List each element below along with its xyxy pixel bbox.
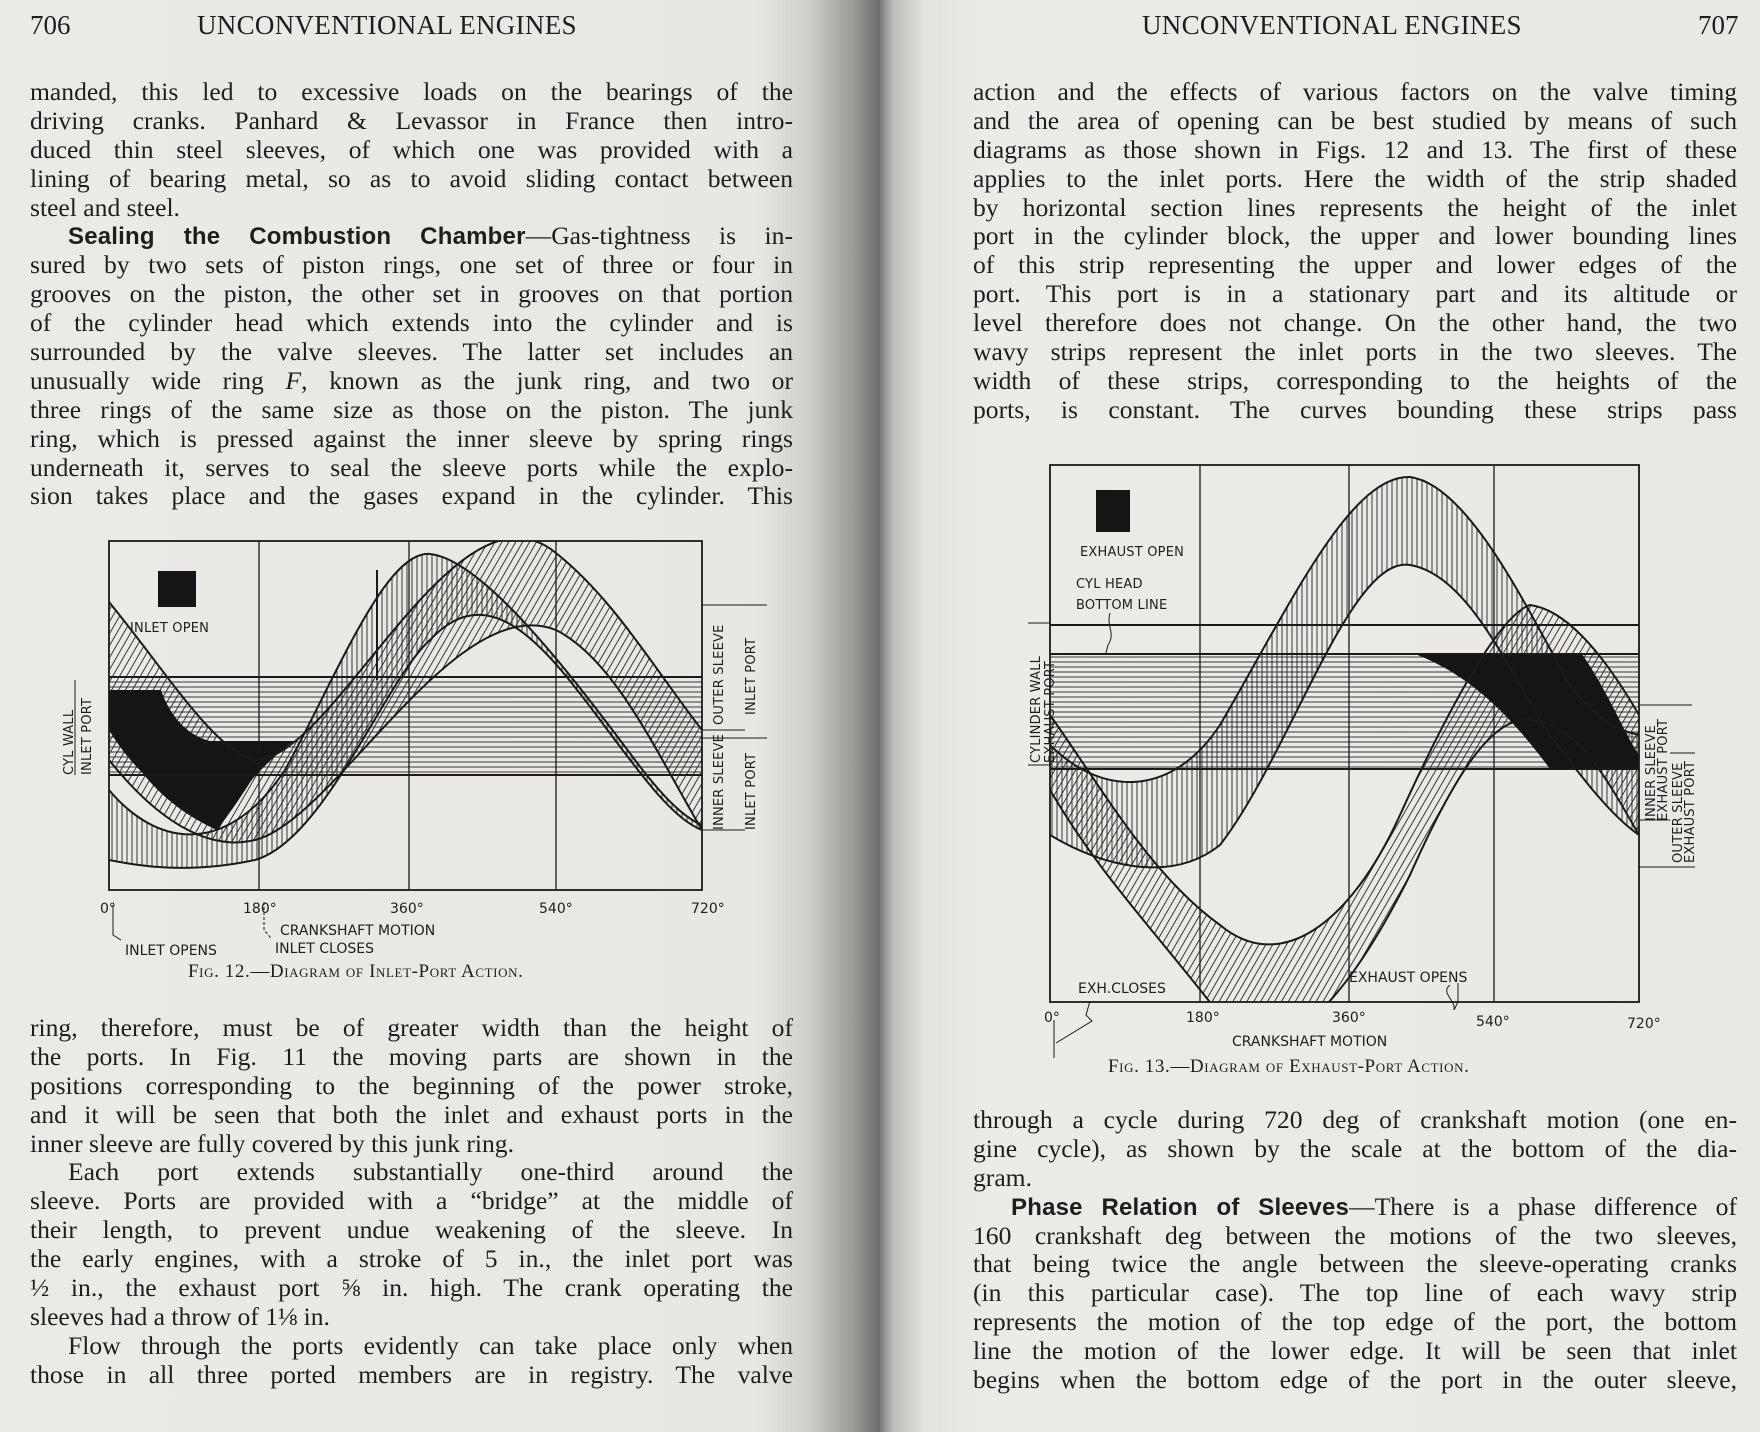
head-label-line2: BOTTOM LINE (1076, 598, 1168, 613)
text-line: sured by two sets of piston rings, one set of three or four in (30, 250, 793, 280)
figure-12-inlet-port-diagram (55, 530, 775, 960)
text-line: lining of bearing metal, so as to avoid sliding contact between (30, 163, 793, 193)
page-number: 707 (1698, 10, 1739, 40)
text-line: underneath it, serves to seal the sleeve ports while the explo- (30, 452, 793, 482)
text-line: represents the motion of the top edge of the port, the bottom (973, 1307, 1737, 1337)
text-line: 160 crankshaft deg between the motions of the two sleeves, (973, 1220, 1737, 1250)
body-text-top (973, 78, 1737, 425)
left-axis-label-line2: EXHAUST PORT (1043, 660, 1058, 763)
running-head: UNCONVENTIONAL ENGINES (197, 10, 577, 40)
left-axis-label-line1: CYL WALL (62, 709, 77, 775)
text-line: steel and steel. (30, 192, 180, 222)
legend-swatch-inlet-open (158, 571, 196, 607)
right-label-outer-line2: INLET PORT (744, 637, 759, 715)
body-text-bottom (30, 1014, 793, 1390)
text-line: and the area of opening can be best studied by means of such (973, 105, 1737, 135)
text-line: those in all three ported members are in registry. The valve (30, 1359, 793, 1389)
text-line: ½ in., the exhaust port ⅝ in. high. The crank operating the (30, 1273, 793, 1303)
text-line: Each port extends substantially one-third around the (68, 1157, 793, 1187)
text-line: level therefore does not change. On the other hand, the two (973, 308, 1737, 338)
text-line: port. This port is in a stationary part and its altitude or (973, 279, 1737, 309)
text-line: diagrams as those shown in Figs. 12 and 13. The first of these (973, 134, 1737, 164)
figure-13-caption: Fig. 13.—Diagram of Exhaust-Port Action. (1108, 1056, 1470, 1077)
italic-ring-label: F (285, 365, 302, 395)
legend-label: INLET OPEN (130, 621, 210, 636)
text-line: three rings of the same size as those on the piston. The junk (30, 394, 793, 424)
tick-720: 720° (1627, 1016, 1661, 1032)
text-fragment: , known as the junk ring, and two or (301, 365, 793, 395)
tick-360: 360° (1332, 1010, 1366, 1026)
section-heading-line (973, 1193, 1737, 1222)
right-label-outer-line1: OUTER SLEEVE (1671, 762, 1686, 863)
text-line: of the cylinder head which extends into the cylinder and is (30, 308, 793, 338)
text-line: of this strip representing the upper and lower edges of the (973, 250, 1737, 280)
section-heading: Phase Relation of Sleeves (1011, 1193, 1350, 1221)
text-line: (in this particular case). The top line of each wavy strip (973, 1278, 1737, 1308)
text-fragment: —Gas-tightness is in- (525, 221, 793, 251)
x-axis-label: CRANKSHAFT MOTION (280, 923, 436, 939)
section-heading: Sealing the Combustion Chamber (68, 223, 526, 251)
tick-0: 0° (1044, 1010, 1060, 1026)
text-line: grooves on the piston, the other set in grooves on that portion (30, 279, 793, 309)
figure-12-caption: Fig. 12.—Diagram of Inlet-Port Action. (188, 961, 524, 982)
legend-label: EXHAUST OPEN (1080, 545, 1185, 560)
figure-13-exhaust-port-diagram (970, 455, 1750, 1065)
text-line: sleeve. Ports are provided with a “bridge” at the middle of (30, 1186, 793, 1216)
text-line: ring, therefore, must be of greater width than the height of (30, 1013, 793, 1042)
text-line: driving cranks. Panhard & Levassor in France then intro- (30, 105, 793, 135)
head-label-line1: CYL HEAD (1076, 577, 1143, 592)
text-line: line the motion of the lower edge. It will be seen that inlet (973, 1336, 1737, 1366)
annotation-exhaust-opens: EXHAUST OPENS (1349, 970, 1468, 986)
body-text-bottom (973, 1106, 1737, 1395)
annotation-inlet-opens: INLET OPENS (125, 943, 217, 959)
text-line: wavy strips represent the inlet ports in the two sleeves. The (973, 337, 1737, 367)
right-page (880, 0, 1760, 1432)
text-line: Flow through the ports evidently can take place only when (68, 1330, 793, 1360)
tick-180: 180° (1186, 1010, 1220, 1026)
tick-540: 540° (539, 901, 573, 917)
right-label-outer-line1: OUTER SLEEVE (712, 624, 727, 725)
tick-360: 360° (390, 901, 424, 917)
text-line: width of these strips, corresponding to the heights of the (973, 365, 1737, 395)
text-fragment: unusually wide ring (30, 365, 286, 395)
text-line: inner sleeve are fully covered by this junk ring. (30, 1128, 514, 1158)
text-line: through a cycle during 720 deg of crankshaft motion (one en- (973, 1105, 1737, 1134)
tick-720: 720° (691, 901, 725, 917)
text-line: gram. (973, 1162, 1032, 1192)
text-line: duced thin steel sleeves, of which one was provided with a (30, 134, 793, 164)
text-line: begins when the bottom edge of the port in the outer sleeve, (973, 1365, 1737, 1395)
text-line: port in the cylinder block, the upper and lower bounding lines (973, 221, 1737, 251)
legend-swatch-exhaust-open (1096, 490, 1130, 532)
right-label-inner-line1: INNER SLEEVE (712, 733, 727, 830)
right-label-inner-line2: EXHAUST PORT (1656, 718, 1671, 821)
text-line: the early engines, with a stroke of 5 in., the inlet port was (30, 1244, 793, 1274)
running-head: UNCONVENTIONAL ENGINES (1142, 10, 1522, 40)
text-line: and it will be seen that both the inlet and exhaust ports in the (30, 1099, 793, 1129)
right-label-inner-line1: INNER SLEEVE (1644, 724, 1659, 821)
text-fragment: —There is a phase difference of (1349, 1191, 1737, 1221)
text-line: that being twice the angle between the sleeve-operating cranks (973, 1249, 1737, 1279)
tick-180: 180° (243, 901, 277, 917)
text-line: their length, to prevent undue weakening of the sleeve. In (30, 1215, 793, 1245)
text-line: sion takes place and the gases expand in the cylinder. This (30, 481, 793, 511)
body-text-top (30, 78, 793, 511)
annotation-inlet-closes: INLET CLOSES (275, 941, 374, 957)
tick-540: 540° (1476, 1014, 1510, 1030)
tick-0: 0° (100, 901, 116, 917)
annotation-exh-closes: EXH.CLOSES (1078, 981, 1166, 997)
page-number: 706 (30, 10, 71, 40)
left-axis-label-line2: INLET PORT (80, 697, 95, 775)
text-line: ports, is constant. The curves bounding these strips pass (973, 394, 1737, 424)
right-label-outer-line2: EXHAUST PORT (1683, 760, 1698, 863)
left-axis-label-line1: CYLINDER WALL (1029, 655, 1044, 763)
text-line: applies to the inlet ports. Here the width of the strip shaded (973, 163, 1737, 193)
x-axis-label: CRANKSHAFT MOTION (1232, 1034, 1388, 1050)
text-line: the ports. In Fig. 11 the moving parts are shown in the (30, 1041, 793, 1071)
text-line: action and the effects of various factors on the valve timing (973, 77, 1737, 106)
right-label-inner-line2: INLET PORT (744, 752, 759, 830)
section-heading-line (30, 222, 793, 251)
text-line (30, 367, 793, 396)
text-line: ring, which is pressed against the inner sleeve by spring rings (30, 423, 793, 453)
text-line: positions corresponding to the beginning of the power stroke, (30, 1070, 793, 1100)
text-line: gine cycle), as shown by the scale at the bottom of the dia- (973, 1133, 1737, 1163)
text-line: surrounded by the valve sleeves. The latter set includes an (30, 337, 793, 367)
text-line: by horizontal section lines represents the height of the inlet (973, 192, 1737, 222)
text-line: sleeves had a throw of 1⅛ in. (30, 1301, 330, 1331)
text-line: manded, this led to excessive loads on the bearings of the (30, 77, 793, 106)
